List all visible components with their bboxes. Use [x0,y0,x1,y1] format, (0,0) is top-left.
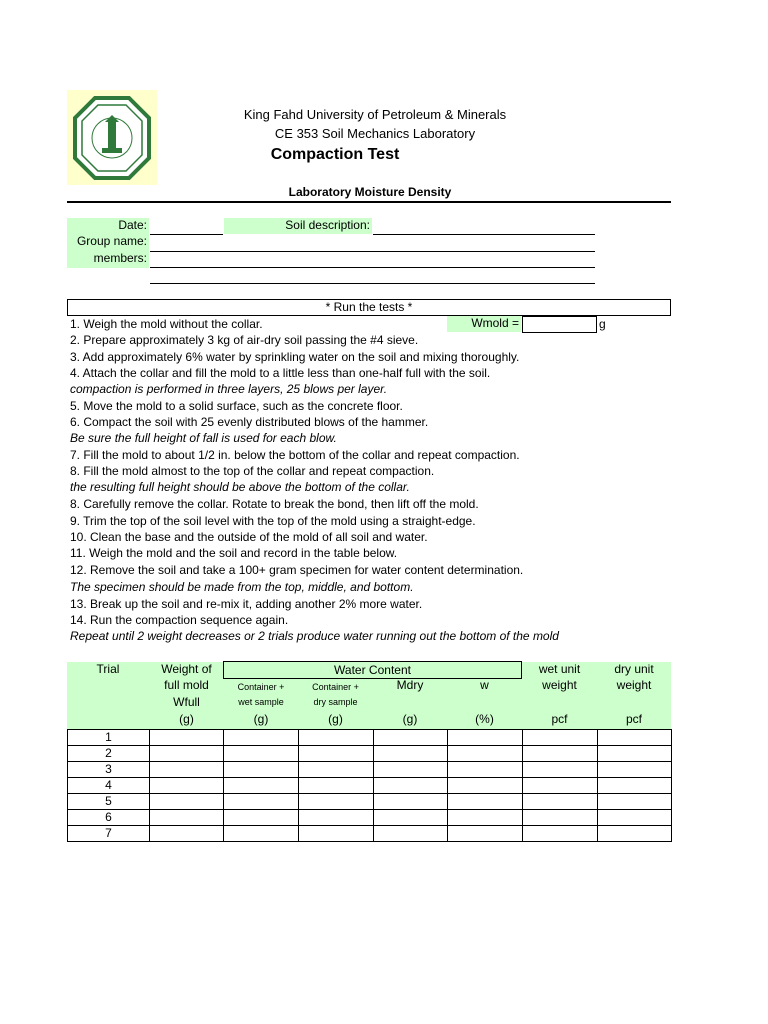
table-cell[interactable] [448,778,523,794]
soil-label: Soil description: [224,218,372,234]
table-row [68,746,672,762]
table-cell[interactable] [224,778,299,794]
step-note: the resulting full height should be above the bottom of the collar. [70,480,410,494]
step: 7. Fill the mold to about 1/2 in. below the bottom of the collar and repeat compaction. [70,448,520,462]
table-cell[interactable] [150,810,224,826]
group-label: Group name: [76,234,147,248]
university-logo [67,90,157,185]
table-cell[interactable] [224,794,299,810]
table-cell[interactable] [150,826,224,842]
step-note: Repeat until 2 weight decreases or 2 trials produce water running out the bottom of the mold [70,629,559,643]
table-cell[interactable] [299,826,374,842]
table-cell[interactable] [374,794,448,810]
table-cell[interactable] [224,826,299,842]
table-cell[interactable] [523,778,598,794]
table-cell[interactable] [224,730,299,746]
wmold-label: Wmold = [447,316,521,332]
col-container-wet-unit: (g) [253,712,269,726]
soil-description-field[interactable] [373,234,595,235]
col-weight-l3: Wfull [173,695,200,709]
trial-number: 3 [68,762,150,778]
col-weight-l2: full mold [164,678,209,692]
table-cell[interactable] [299,762,374,778]
table-cell[interactable] [224,746,299,762]
trial-number: 5 [68,794,150,810]
step: 3. Add approximately 6% water by sprinkling water on the soil and mixing thoroughly. [70,350,520,364]
table-cell[interactable] [299,778,374,794]
table-cell[interactable] [523,810,598,826]
trial-number: 6 [68,810,150,826]
table-cell[interactable] [448,730,523,746]
table-cell[interactable] [299,794,374,810]
table-cell[interactable] [598,730,672,746]
step: 2. Prepare approximately 3 kg of air-dry soil passing the #4 sieve. [70,333,419,347]
trial-table [67,729,672,842]
col-dry-unit-unit: pcf [625,712,642,726]
trial-number: 4 [68,778,150,794]
table-cell[interactable] [598,794,672,810]
table-cell[interactable] [598,746,672,762]
col-mdry: Mdry [396,678,424,692]
col-w-unit: (%) [475,712,494,726]
table-cell[interactable] [224,762,299,778]
step: 8. Carefully remove the collar. Rotate to break the bond, then lift off the mold. [70,497,479,511]
col-container-dry-unit: (g) [328,712,343,726]
table-cell[interactable] [448,794,523,810]
trial-number: 1 [68,730,150,746]
page-subtitle: Laboratory Moisture Density [288,185,452,199]
run-tests-heading: * Run the tests * [67,299,671,316]
step: 1. Weigh the mold without the collar. [70,317,263,331]
table-row [68,778,672,794]
step: 8. Fill the mold almost to the top of the collar and repeat compaction. [70,464,435,478]
date-field[interactable] [150,234,223,235]
table-cell[interactable] [523,746,598,762]
table-cell[interactable] [374,778,448,794]
step-note: The specimen should be made from the top, middle, and bottom. [70,580,414,594]
col-container-wet-l2: wet sample [238,697,284,707]
water-content-header: Water Content [223,661,522,679]
step: 5. Move the mold to a solid surface, such as the concrete floor. [70,399,403,413]
col-wet-unit-l2: weight [542,678,577,692]
col-weight-unit: (g) [179,712,194,726]
table-cell[interactable] [150,730,224,746]
col-container-wet-l1: Container + [237,682,285,692]
table-cell[interactable] [150,762,224,778]
table-row [68,762,672,778]
table-row [68,794,672,810]
trial-number: 7 [68,826,150,842]
group-name-field[interactable] [150,251,595,252]
step: 4. Attach the collar and fill the mold to a little less than one-half full with the soil. [70,366,491,380]
table-cell[interactable] [150,778,224,794]
step-note: Be sure the full height of fall is used for each blow. [70,431,337,445]
table-cell[interactable] [448,810,523,826]
col-weight-l1: Weight of [161,662,212,676]
wmold-unit: g [599,317,606,331]
table-cell[interactable] [598,762,672,778]
table-cell[interactable] [374,730,448,746]
table-cell[interactable] [374,746,448,762]
table-row [68,730,672,746]
col-dry-unit-l2: weight [616,678,652,692]
step: 6. Compact the soil with 25 evenly distributed blows of the hammer. [70,415,429,429]
table-cell[interactable] [523,794,598,810]
col-wet-unit-l1: wet unit [538,662,581,676]
table-cell[interactable] [448,826,523,842]
table-cell[interactable] [224,810,299,826]
col-container-dry-l2: dry sample [313,697,358,707]
step: 11. Weigh the mold and the soil and record in the table below. [70,546,398,560]
col-mdry-unit: (g) [402,712,418,726]
step: 13. Break up the soil and re-mix it, adding another 2% more water. [70,597,423,611]
step: 9. Trim the top of the soil level with the top of the mold using a straight-edge. [70,514,476,528]
members-label: members: [93,251,147,265]
table-cell[interactable] [523,730,598,746]
wmold-input[interactable] [522,316,597,333]
col-dry-unit-l1: dry unit [614,662,654,676]
table-row [68,826,672,842]
table-cell[interactable] [299,810,374,826]
date-label: Date: [118,218,147,232]
step-note: compaction is performed in three layers, 25 blows per layer. [70,382,388,396]
trial-number: 2 [68,746,150,762]
table-cell[interactable] [374,826,448,842]
table-cell[interactable] [523,826,598,842]
table-cell[interactable] [598,810,672,826]
table-cell[interactable] [299,746,374,762]
members-field-1[interactable] [150,267,595,268]
col-trial: Trial [96,662,120,676]
table-cell[interactable] [150,794,224,810]
table-cell[interactable] [374,810,448,826]
table-cell[interactable] [523,762,598,778]
table-cell[interactable] [448,762,523,778]
table-row [68,810,672,826]
members-field-2[interactable] [150,283,595,284]
table-cell[interactable] [448,746,523,762]
step: 10. Clean the base and the outside of the mold of all soil and water. [70,530,428,544]
table-cell[interactable] [299,730,374,746]
university-name: King Fahd University of Petroleum & Minerals [243,107,507,122]
col-wet-unit-unit: pcf [551,712,568,726]
table-cell[interactable] [598,826,672,842]
title-divider [67,201,671,203]
col-container-dry-l1: Container + [312,682,359,692]
step: 14. Run the compaction sequence again. [70,613,289,627]
step: 12. Remove the soil and take a 100+ gram specimen for water content determination. [70,563,524,577]
table-cell[interactable] [374,762,448,778]
col-w: w [480,678,489,692]
table-cell[interactable] [598,778,672,794]
page-title: Compaction Test [270,146,400,163]
course-name: CE 353 Soil Mechanics Laboratory [274,126,476,141]
table-cell[interactable] [150,746,224,762]
